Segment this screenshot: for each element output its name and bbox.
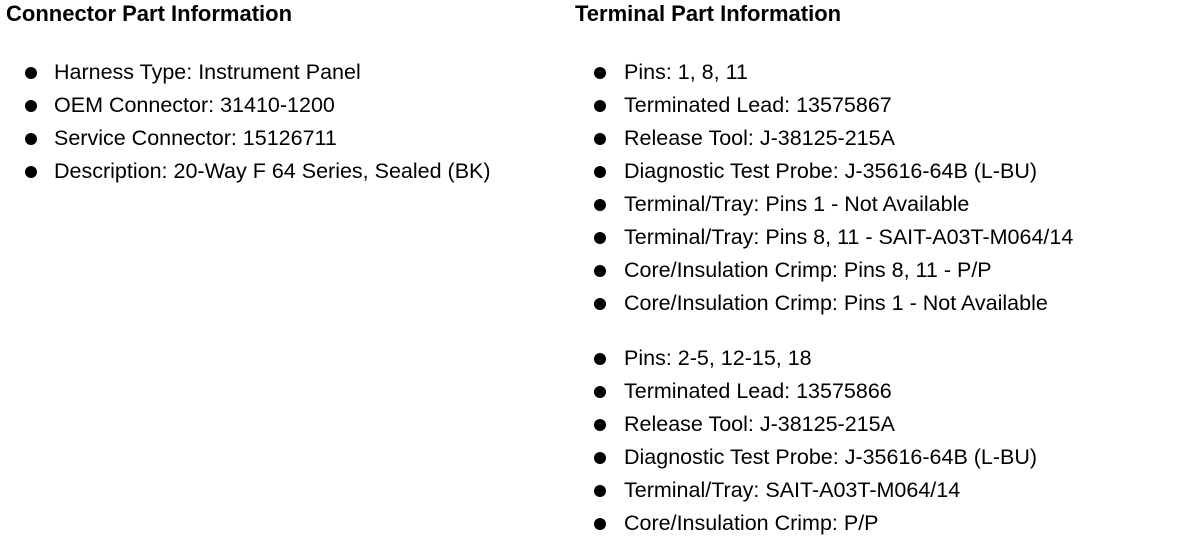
terminal-group-1-list	[575, 56, 1180, 320]
list-item	[575, 408, 1180, 441]
list-item-text: Terminal/Tray: SAIT-A03T-M064/14	[624, 478, 961, 502]
bullet-icon	[594, 265, 606, 277]
terminal-part-section	[575, 0, 1180, 540]
list-item-text: Pins: 2-5, 12-15, 18	[624, 346, 812, 370]
bullet-icon	[25, 133, 37, 145]
terminal-part-heading: Terminal Part Information	[575, 1, 842, 26]
list-item	[575, 89, 1180, 122]
list-item-text: Diagnostic Test Probe: J-35616-64B (L-BU)	[624, 445, 1038, 469]
connector-part-heading: Connector Part Information	[6, 1, 293, 26]
list-item-text: OEM Connector: 31410-1200	[54, 93, 335, 117]
bullet-icon	[594, 232, 606, 244]
list-item	[575, 287, 1180, 320]
bullet-icon	[594, 67, 606, 79]
bullet-icon	[594, 485, 606, 497]
list-item-text: Core/Insulation Crimp: Pins 1 - Not Available	[624, 291, 1048, 315]
list-item-text: Diagnostic Test Probe: J-35616-64B (L-BU)	[624, 159, 1038, 183]
list-item	[575, 441, 1180, 474]
list-item-text: Release Tool: J-38125-215A	[624, 126, 895, 150]
connector-part-list	[6, 56, 566, 188]
bullet-icon	[25, 100, 37, 112]
list-item	[575, 122, 1180, 155]
terminal-group-2-list	[575, 342, 1180, 540]
list-item	[6, 89, 566, 122]
list-item-text: Release Tool: J-38125-215A	[624, 412, 895, 436]
list-item	[575, 221, 1180, 254]
list-item-text: Core/Insulation Crimp: Pins 8, 11 - P/P	[624, 258, 992, 282]
connector-part-section	[6, 0, 566, 188]
list-item	[575, 188, 1180, 221]
list-item	[575, 56, 1180, 89]
bullet-icon	[594, 452, 606, 464]
list-item	[575, 342, 1180, 375]
bullet-icon	[594, 298, 606, 310]
list-item	[6, 122, 566, 155]
bullet-icon	[594, 133, 606, 145]
list-item	[575, 507, 1180, 540]
list-item	[575, 254, 1180, 287]
list-item-text: Terminated Lead: 13575866	[624, 379, 892, 403]
list-item-text: Core/Insulation Crimp: P/P	[624, 511, 879, 535]
bullet-icon	[594, 166, 606, 178]
bullet-icon	[594, 419, 606, 431]
list-item-text: Terminal/Tray: Pins 8, 11 - SAIT-A03T-M064/14	[624, 225, 1074, 249]
list-item-text: Description: 20-Way F 64 Series, Sealed (BK)	[54, 159, 491, 183]
list-item	[575, 474, 1180, 507]
list-item-text: Pins: 1, 8, 11	[624, 60, 748, 84]
list-item	[575, 155, 1180, 188]
list-item	[6, 155, 566, 188]
bullet-icon	[25, 67, 37, 79]
list-item-text: Service Connector: 15126711	[54, 126, 337, 150]
bullet-icon	[594, 386, 606, 398]
list-item-text: Terminated Lead: 13575867	[624, 93, 892, 117]
bullet-icon	[594, 100, 606, 112]
bullet-icon	[594, 199, 606, 211]
bullet-icon	[594, 518, 606, 530]
list-item	[575, 375, 1180, 408]
list-item-text: Terminal/Tray: Pins 1 - Not Available	[624, 192, 970, 216]
bullet-icon	[25, 166, 37, 178]
bullet-icon	[594, 353, 606, 365]
list-item	[6, 56, 566, 89]
list-item-text: Harness Type: Instrument Panel	[54, 60, 361, 84]
